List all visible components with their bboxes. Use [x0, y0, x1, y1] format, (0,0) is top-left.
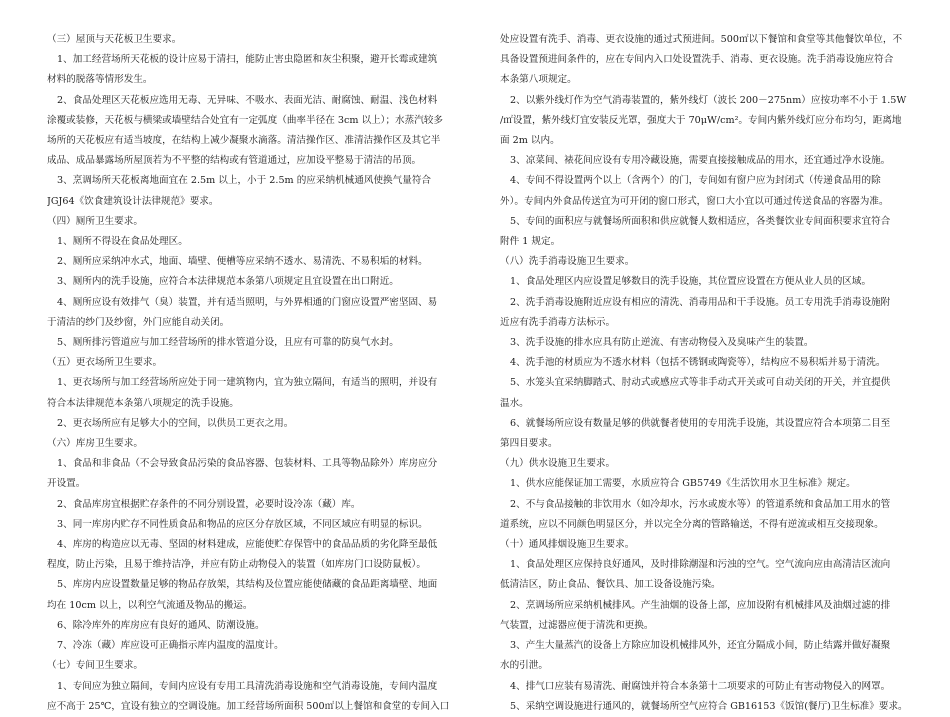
text-line: 1、厕所不得设在食品处理区。 [57, 236, 188, 248]
text-line: 3、洗手设施的排水应具有防止逆流、有害动物侵入及臭味产生的装置。 [510, 337, 814, 349]
text-line: 材料的脱落等情形发生。 [47, 74, 153, 86]
text-line: 1、食品处理区内应设置足够数目的洗手设施，其位置应设置在方便从业人员的区域。 [510, 276, 872, 288]
text-line: 1、供水应能保证加工需要，水质应符合 GB5749《生活饮用水卫生标准》规定。 [510, 478, 856, 490]
text-line: 4、库房的构造应以无毒、坚固的材料建成，应能使贮存保管中的食品品质的劣化降至最低 [57, 539, 438, 551]
left-column [47, 30, 472, 717]
text-line: 2、食品处理区天花板应选用无毒、无异味、不吸水、表面光洁、耐腐蚀、耐温、浅色材料 [57, 94, 438, 106]
text-line: 2、不与食品接触的非饮用水（如冷却水，污水或废水等）的管道系统和食品加工用水的管 [510, 498, 891, 510]
text-line: 本条第八项规定。 [500, 74, 577, 86]
text-line: 1、加工经营场所天花板的设计应易于清扫，能防止害虫隐匿和灰尘积聚，避开长霉或建筑 [57, 54, 438, 66]
text-line: 低清洁区，防止食品、餐饮具、加工设备设施污染。 [500, 579, 721, 591]
text-line: 于清洁的纱门及纱窗，外门应能自动关闭。 [47, 316, 230, 328]
text-line: 应不高于 25℃，宜设有独立的空调设施。加工经营场所面积 500㎡以上餐馆和食堂的专间入口 [47, 700, 450, 712]
text-line: 2、更衣场所应有足够大小的空间，以供员工更衣之用。 [57, 417, 294, 429]
text-line: 外）。专间内外食品传送宜为可开闭的窗口形式，窗口大小宜以可通过传送食品的容器为准。 [500, 195, 889, 207]
text-line: （十）通风排烟设施卫生要求。 [500, 539, 635, 551]
text-line: 5、采纳空调设施进行通风的，就餐场所空气应符合 GB16153《饭馆(餐厅)卫生标准》要求。 [510, 700, 908, 712]
text-line: （三）屋顶与天花板卫生要求。 [47, 34, 182, 45]
text-line: 3、厕所内的洗手设施，应符合本法律规范本条第八项规定且宜设置在出口附近。 [57, 276, 399, 288]
text-line: 6、除冷库外的库房应有良好的通风、防潮设施。 [57, 619, 265, 631]
right-column [500, 30, 925, 717]
text-line: 2、食品库房宜根据贮存条件的不同分别设置，必要时设冷冻（藏）库。 [57, 498, 361, 510]
text-line: 近应有洗手消毒方法标示。 [500, 316, 616, 328]
text-line: 符合本法律规范本条第八项规定的洗手设施。 [47, 397, 239, 409]
text-line: 程度，防止污染，且易于维持洁净，并应有防止动物侵入的装置（如库房门口设防鼠板）。 [47, 559, 426, 571]
text-line: （五）更衣场所卫生要求。 [47, 357, 163, 369]
text-line: 附件 1 规定。 [500, 236, 561, 248]
text-line: 1、食品和非食品（不会导致食品污染的食品容器、包装材料、工具等物品除外）库房应分 [57, 458, 438, 470]
text-line: 4、洗手池的材质应为不透水材料（包括不锈钢或陶瓷等），结构应不易积垢并易于清洗。 [510, 357, 886, 369]
text-line: 处应设置有洗手、消毒、更衣设施的通过式预进间。500㎡以下餐馆和食堂等其他餐饮单位，不 [500, 34, 903, 45]
text-line: 6、就餐场所应设有数量足够的供就餐者使用的专用洗手设施，其设置应符合本项第二目至 [510, 417, 891, 429]
text-line: 5、专间的面积应与就餐场所面积和供应就餐人数相适应，各类餐饮业专间面积要求宜符合 [510, 215, 891, 227]
text-line: 3、烹调场所天花板离地面宜在 2.5m 以上，小于 2.5m 的应采纳机械通风使换气量符合 [57, 175, 432, 187]
text-line: 场所的天花板应有适当坡度，在结构上减少凝聚水滴落。清洁操作区、准清洁操作区及其它半 [47, 135, 441, 147]
text-line: 2、以紫外线灯作为空气消毒装置的，紫外线灯（波长 200－275nm）应按功率不小于 1.5W [510, 94, 907, 106]
text-line: 2、厕所应采纳冲水式，地面、墙壁、便槽等应采纳不透水、易清洗、不易积垢的材料。 [57, 256, 428, 268]
text-line: 3、同一库房内贮存不同性质食品和物品的应区分存放区域，不同区域应有明显的标识。 [57, 518, 428, 530]
text-line: 5、库房内应设置数量足够的物品存放架，其结构及位置应能使储藏的食品距离墙壁、地面 [57, 579, 438, 591]
text-line: 成品、成品暴露场所屋顶若为不平整的结构或有管道通过，应加设平整易于清洁的吊顶。 [47, 155, 422, 167]
text-line: （七）专间卫生要求。 [47, 660, 143, 672]
text-line: 5、水笼头宜采纳脚踏式、肘动式或感应式等非手动式开关或可自动关闭的开关，并宜提供 [510, 377, 891, 389]
text-line: 面 2m 以内。 [500, 135, 560, 147]
text-line: 涂覆或装修，天花板与横梁或墙壁结合处宜有一定弧度（曲率半径在 3cm 以上）；水蒸汽较多 [47, 114, 444, 126]
text-line: 水的引泄。 [500, 660, 548, 672]
text-line: /㎡设置，紫外线灯宜安装反光罩，强度大于 70μW/cm²。专间内紫外线灯应分布均匀，距离地 [500, 114, 902, 126]
text-line: 4、排气口应装有易清洗、耐腐蚀并符合本条第十二项要求的可防止有害动物侵入的网罩。 [510, 680, 891, 692]
text-line: （四）厕所卫生要求。 [47, 215, 143, 227]
text-line: （六）库房卫生要求。 [47, 438, 143, 450]
text-line: 7、冷冻（藏）库应设可正确指示库内温度的温度计。 [57, 640, 284, 652]
text-line: 4、厕所应设有效排气（臭）装置，并有适当照明，与外界相通的门窗应设置严密坚固、易 [57, 296, 438, 308]
text-line: 开设置。 [47, 478, 86, 490]
text-line: 3、产生大量蒸汽的设备上方除应加设机械排风外，还宜分隔成小间，防止结露并做好凝聚 [510, 640, 891, 652]
text-line: 1、更衣场所与加工经营场所应处于同一建筑物内，宜为独立隔间，有适当的照明，并设有 [57, 377, 438, 389]
text-line: 1、专间应为独立隔间，专间内应设有专用工具清洗消毒设施和空气消毒设施，专间内温度 [57, 680, 438, 692]
text-line: 4、专间不得设置两个以上（含两个）的门，专间如有窗户应为封闭式（传递食品用的除 [510, 175, 881, 187]
text-line: 3、凉菜间、裱花间应设有专用冷藏设施，需要直接接触成品的用水，还宜通过净水设施。 [510, 155, 891, 167]
text-line: 均在 10cm 以上，以利空气流通及物品的搬运。 [47, 599, 253, 611]
text-line: 2、洗手消毒设施附近应设有相应的清洗、消毒用品和干手设施。员工专用洗手消毒设施附 [510, 296, 891, 308]
text-line: 5、厕所排污管道应与加工经营场所的排水管道分设，且应有可靠的防臭气水封。 [57, 337, 399, 349]
text-line: 1、食品处理区应保持良好通风，及时排除潮湿和污浊的空气。空气流向应由高清洁区流向 [510, 559, 891, 571]
text-line: JGJ64《饮食建筑设计法律规范》要求。 [47, 195, 219, 207]
text-line: 道系统，应以不同颜色明显区分，并以完全分离的管路输送，不得有逆流或相互交接现象。 [500, 518, 884, 530]
text-line: （九）供水设施卫生要求。 [500, 458, 616, 470]
text-line: 气装置，过滤器应便于清洗和更换。 [500, 619, 654, 631]
text-line: 具备设置预进间条件的，应在专间内入口处设置洗手、消毒、更衣设施。洗手消毒设施应符合 [500, 54, 894, 66]
text-line: 2、烹调场所应采纳机械排风。产生油烟的设备上部，应加设附有机械排风及油烟过滤的排 [510, 599, 891, 611]
text-line: 温水。 [500, 397, 529, 409]
text-line: （八）洗手消毒设施卫生要求。 [500, 256, 635, 268]
text-line: 第四目要求。 [500, 438, 558, 450]
